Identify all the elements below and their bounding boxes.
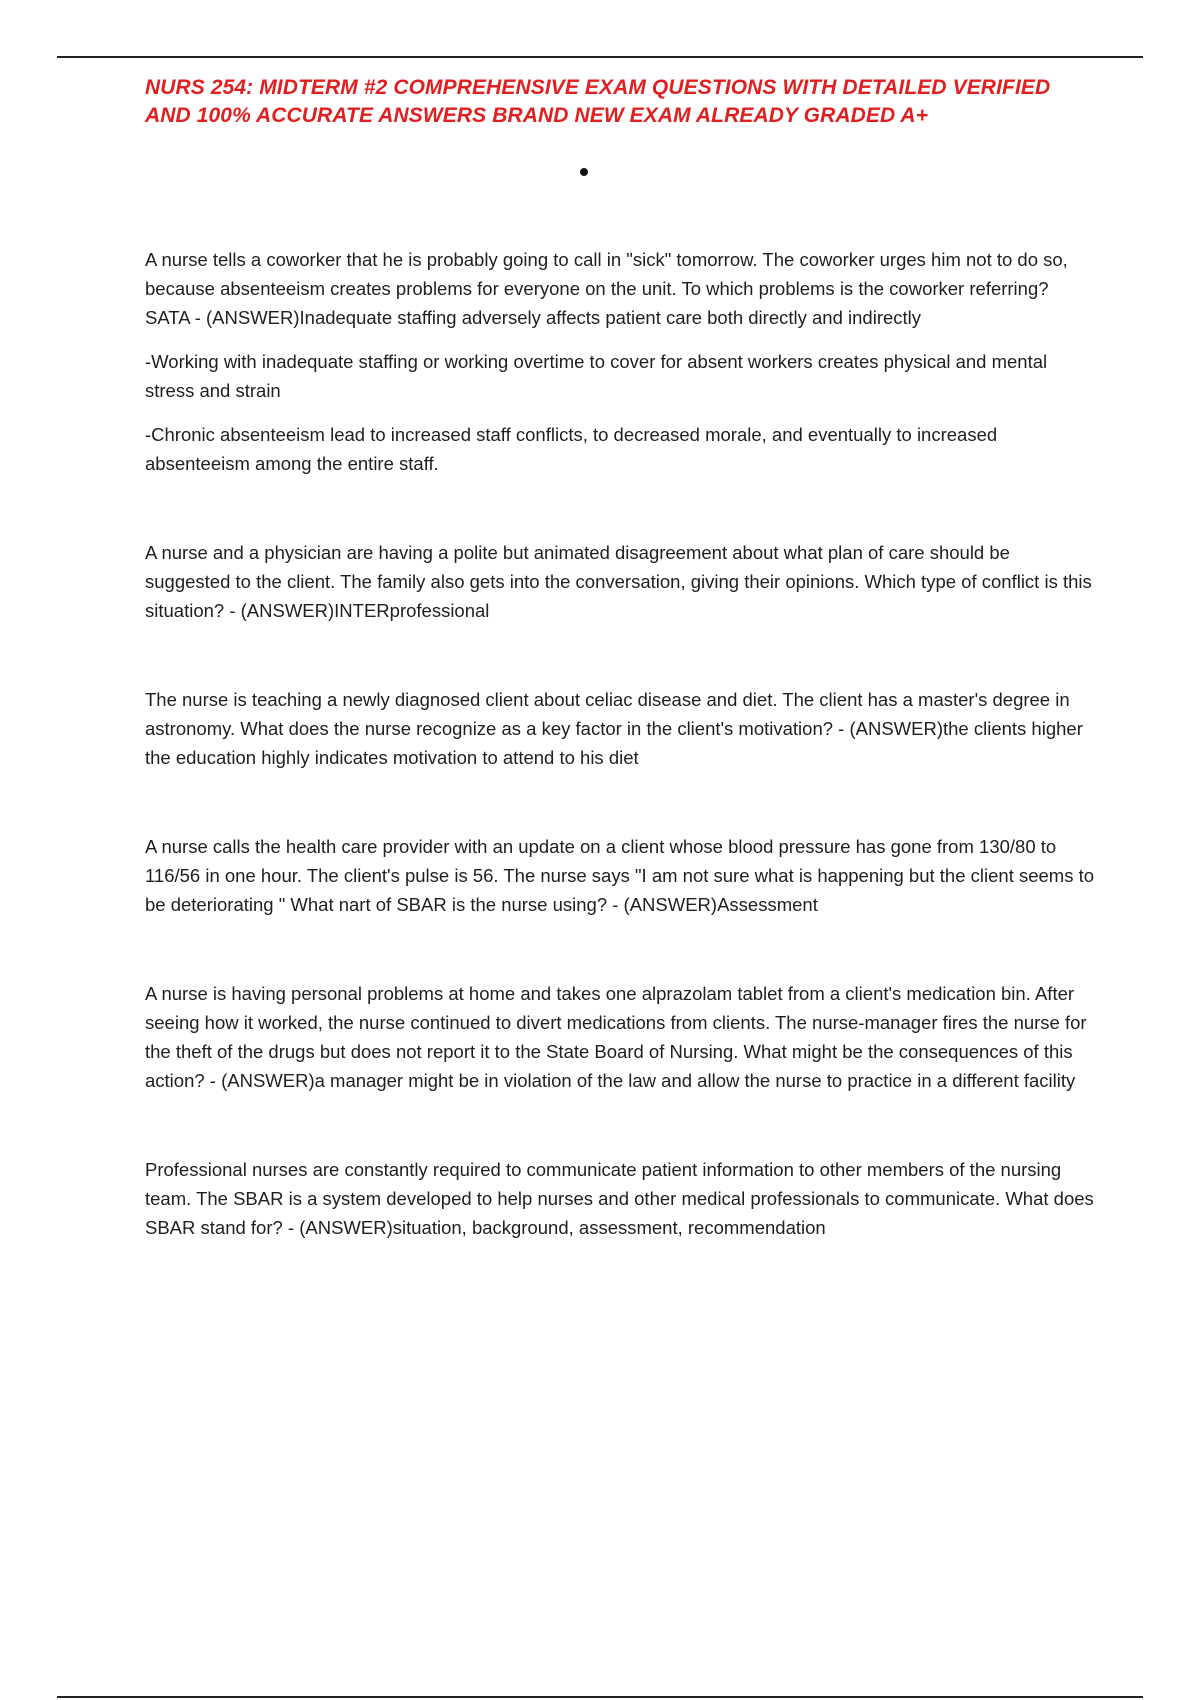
question-3-text: The nurse is teaching a newly diagnosed client about celiac disease and diet. The client has a master's degree in astronomy. What does the nurse recognize as a key factor in the client's motivation? - (ANSWER)the clients higher the education highly indicates motivation to attend to his diet bbox=[145, 689, 1083, 768]
document-title bbox=[145, 74, 1090, 130]
question-1-answer-2: -Working with inadequate staffing or working overtime to cover for absent workers creates physical and mental stress and strain bbox=[145, 351, 1048, 401]
bottom-rule bbox=[57, 1696, 1143, 1698]
question-block-5 bbox=[145, 979, 1095, 1095]
top-rule bbox=[57, 56, 1143, 58]
question-2-text: A nurse and a physician are having a polite but animated disagreement about what plan of care should be suggested to the client. The family also gets into the conversation, giving their opinions. Which type of conflict is this situation? - (ANSWER)INTERprofessional bbox=[145, 542, 1092, 621]
question-block-2 bbox=[145, 538, 1095, 625]
question-block-1 bbox=[145, 245, 1095, 478]
questions-list bbox=[145, 245, 1095, 1242]
question-6-text: Professional nurses are constantly required to communicate patient information to other members of the nursing team. The SBAR is a system developed to help nurses and other medical professionals to communicate. What does SBAR stand for? - (ANSWER)situation, background, assessment, recommendation bbox=[145, 1159, 1094, 1238]
question-block-6 bbox=[145, 1155, 1095, 1242]
bullet-point bbox=[580, 168, 588, 176]
question-4-text: A nurse calls the health care provider with an update on a client whose blood pressure has gone from 130/80 to 116/56 in one hour. The client's pulse is 56. The nurse says "I am not sure what is happening but the client seems to be deteriorating " What nart of SBAR is the nurse using? - (ANSWER)Assessment bbox=[145, 836, 1095, 915]
question-5-text: A nurse is having personal problems at home and takes one alprazolam tablet from a client's medication bin. After seeing how it worked, the nurse continued to divert medications from clients. The nurse-manager fires the nurse for the theft of the drugs but does not report it to the State Board of Nursing. What might be the consequences of this action? - (ANSWER)a manager might be in violation of the law and allow the nurse to practice in a different facility bbox=[145, 983, 1087, 1091]
question-1-text: A nurse tells a coworker that he is probably going to call in "sick" tomorrow. The coworker urges him not to do so, because absenteeism creates problems for everyone on the unit. To which problems is the coworker referring? SATA - (ANSWER)Inadequate staffing adversely affects patient care both directly and indirectly bbox=[145, 249, 1068, 328]
question-block-4 bbox=[145, 832, 1095, 919]
title-line-1: NURS 254: MIDTERM #2 COMPREHENSIVE EXAM QUESTIONS WITH DETAILED VERIFIED bbox=[145, 76, 1051, 99]
title-line-2: AND 100% ACCURATE ANSWERS BRAND NEW EXAM ALREADY GRADED A+ bbox=[145, 104, 929, 127]
question-1-answer-3: -Chronic absenteeism lead to increased staff conflicts, to decreased morale, and eventually to increased absenteeism among the entire staff. bbox=[145, 424, 998, 474]
question-block-3 bbox=[145, 685, 1095, 772]
